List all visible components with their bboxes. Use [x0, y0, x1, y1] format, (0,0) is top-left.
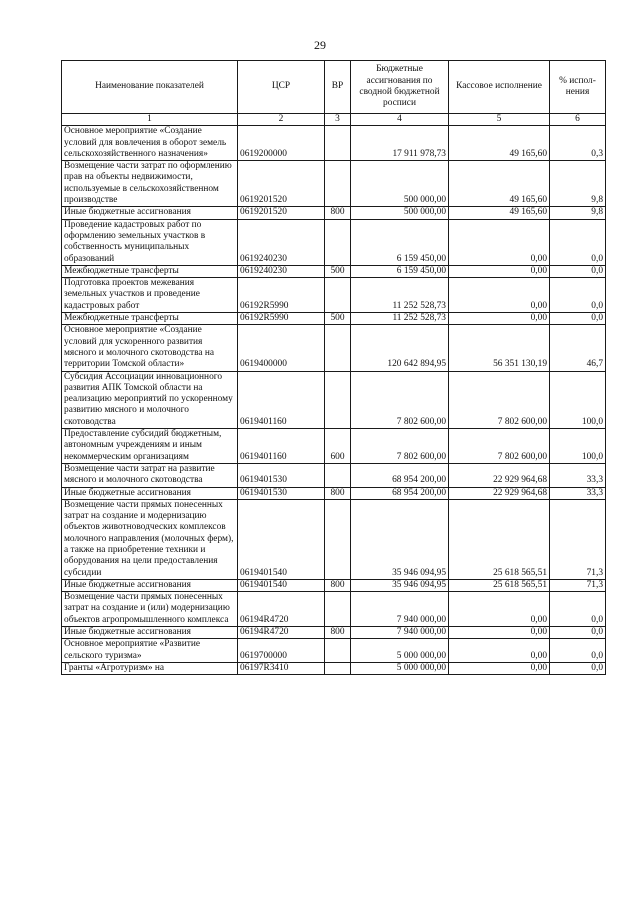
row-csr-cell: 0619401540 — [238, 579, 325, 591]
row-csr-cell: 0619200000 — [238, 126, 325, 161]
row-vr-cell — [325, 219, 351, 265]
table-row — [62, 463, 606, 487]
row-cash-cell: 0,00 — [449, 639, 550, 663]
row-percent-cell: 100,0 — [550, 371, 606, 428]
row-cash-cell: 25 618 565,51 — [449, 499, 550, 579]
column-number: 6 — [550, 114, 606, 126]
row-percent-cell: 71,3 — [550, 579, 606, 591]
row-name-cell: Основное мероприятие «Создание условий для ускоренного развития мясного и молочного скотоводства на территории Томской области» — [62, 325, 238, 371]
row-vr-cell: 500 — [325, 313, 351, 325]
column-number: 3 — [325, 114, 351, 126]
column-number: 5 — [449, 114, 550, 126]
row-percent-cell: 9,8 — [550, 207, 606, 219]
row-cash-cell: 7 802 600,00 — [449, 429, 550, 464]
row-vr-cell: 800 — [325, 207, 351, 219]
row-vr-cell — [325, 639, 351, 663]
row-percent-cell: 0,0 — [550, 219, 606, 265]
row-budget-cell: 68 954 200,00 — [351, 463, 449, 487]
page-number: 29 — [314, 38, 326, 52]
row-budget-cell: 6 159 450,00 — [351, 219, 449, 265]
row-cash-cell: 25 618 565,51 — [449, 579, 550, 591]
row-budget-cell: 6 159 450,00 — [351, 265, 449, 277]
row-name-cell: Иные бюджетные ассигнования — [62, 627, 238, 639]
row-cash-cell: 49 165,60 — [449, 126, 550, 161]
header-row — [62, 61, 606, 114]
row-vr-cell: 600 — [325, 429, 351, 464]
table-row — [62, 487, 606, 499]
row-vr-cell: 800 — [325, 627, 351, 639]
row-budget-cell: 7 802 600,00 — [351, 429, 449, 464]
table-row — [62, 639, 606, 663]
table-row — [62, 161, 606, 207]
row-budget-cell: 7 940 000,00 — [351, 592, 449, 627]
row-percent-cell: 0,0 — [550, 265, 606, 277]
header-cash: Кассовое исполнение — [449, 61, 550, 114]
row-vr-cell — [325, 592, 351, 627]
row-budget-cell: 5 000 000,00 — [351, 662, 449, 674]
row-csr-cell: 06192R5990 — [238, 313, 325, 325]
row-csr-cell: 0619401160 — [238, 371, 325, 428]
row-cash-cell: 22 929 964,68 — [449, 487, 550, 499]
row-csr-cell: 0619700000 — [238, 639, 325, 663]
row-csr-cell: 0619401530 — [238, 487, 325, 499]
row-csr-cell: 0619400000 — [238, 325, 325, 371]
column-number: 2 — [238, 114, 325, 126]
row-csr-cell: 0619201520 — [238, 161, 325, 207]
row-percent-cell: 0,0 — [550, 627, 606, 639]
header-vr: ВР — [325, 61, 351, 114]
row-csr-cell: 0619240230 — [238, 265, 325, 277]
row-name-cell: Возмещение части прямых понесенных затрат на создание и (или) модернизацию объектов агропромышленного комплекса — [62, 592, 238, 627]
table-row — [62, 627, 606, 639]
table-row — [62, 592, 606, 627]
row-name-cell: Основное мероприятие «Создание условий для вовлечения в оборот земель сельскохозяйственного назначения» — [62, 126, 238, 161]
row-csr-cell: 0619401540 — [238, 499, 325, 579]
row-budget-cell: 7 940 000,00 — [351, 627, 449, 639]
table-row — [62, 371, 606, 428]
budget-execution-table — [61, 60, 606, 675]
row-percent-cell: 100,0 — [550, 429, 606, 464]
row-csr-cell: 0619401160 — [238, 429, 325, 464]
row-vr-cell — [325, 499, 351, 579]
row-percent-cell: 71,3 — [550, 499, 606, 579]
row-budget-cell: 68 954 200,00 — [351, 487, 449, 499]
row-name-cell: Предоставление субсидий бюджетным, автономным учреждениям и иным некоммерческим организациям — [62, 429, 238, 464]
row-cash-cell: 0,00 — [449, 627, 550, 639]
row-csr-cell: 0619401530 — [238, 463, 325, 487]
row-name-cell: Иные бюджетные ассигнования — [62, 207, 238, 219]
row-budget-cell: 17 911 978,73 — [351, 126, 449, 161]
row-percent-cell: 33,3 — [550, 463, 606, 487]
row-percent-cell: 0,0 — [550, 313, 606, 325]
row-vr-cell — [325, 126, 351, 161]
row-csr-cell: 0619240230 — [238, 219, 325, 265]
row-vr-cell — [325, 463, 351, 487]
row-vr-cell: 500 — [325, 265, 351, 277]
row-percent-cell: 0,0 — [550, 278, 606, 313]
table-row — [62, 662, 606, 674]
row-csr-cell: 06192R5990 — [238, 278, 325, 313]
row-cash-cell: 0,00 — [449, 592, 550, 627]
row-cash-cell: 0,00 — [449, 219, 550, 265]
row-csr-cell: 06197R3410 — [238, 662, 325, 674]
row-cash-cell: 22 929 964,68 — [449, 463, 550, 487]
row-name-cell: Межбюджетные трансферты — [62, 265, 238, 277]
row-name-cell: Субсидия Ассоциации инновационного развития АПК Томской области на реализацию мероприятий по ускоренному развитию мясного и молочного скотоводства — [62, 371, 238, 428]
row-cash-cell: 0,00 — [449, 265, 550, 277]
row-name-cell: Проведение кадастровых работ по оформлению земельных участков в собственность муниципальных образований — [62, 219, 238, 265]
row-budget-cell: 35 946 094,95 — [351, 579, 449, 591]
row-percent-cell: 33,3 — [550, 487, 606, 499]
row-budget-cell: 500 000,00 — [351, 161, 449, 207]
table-row — [62, 499, 606, 579]
row-name-cell: Межбюджетные трансферты — [62, 313, 238, 325]
header-csr: ЦСР — [238, 61, 325, 114]
row-cash-cell: 0,00 — [449, 662, 550, 674]
row-percent-cell: 0,0 — [550, 592, 606, 627]
row-percent-cell: 0,3 — [550, 126, 606, 161]
row-csr-cell: 06194R4720 — [238, 592, 325, 627]
row-vr-cell — [325, 161, 351, 207]
row-name-cell: Подготовка проектов межевания земельных участков и проведение кадастровых работ — [62, 278, 238, 313]
row-budget-cell: 11 252 528,73 — [351, 313, 449, 325]
row-percent-cell: 0,0 — [550, 662, 606, 674]
row-vr-cell: 800 — [325, 487, 351, 499]
row-percent-cell: 9,8 — [550, 161, 606, 207]
row-cash-cell: 0,00 — [449, 313, 550, 325]
table-row — [62, 219, 606, 265]
column-number: 4 — [351, 114, 449, 126]
row-cash-cell: 56 351 130,19 — [449, 325, 550, 371]
header-percent: % испол-нения — [550, 61, 606, 114]
table-row — [62, 126, 606, 161]
table-row — [62, 429, 606, 464]
row-name-cell: Гранты «Агротуризм» на — [62, 662, 238, 674]
row-vr-cell — [325, 371, 351, 428]
row-csr-cell: 0619201520 — [238, 207, 325, 219]
row-name-cell: Основное мероприятие «Развитие сельского туризма» — [62, 639, 238, 663]
table-row — [62, 313, 606, 325]
table-row — [62, 325, 606, 371]
table-row — [62, 579, 606, 591]
table-row — [62, 265, 606, 277]
column-number-row — [62, 114, 606, 126]
row-cash-cell: 0,00 — [449, 278, 550, 313]
row-csr-cell: 06194R4720 — [238, 627, 325, 639]
row-budget-cell: 5 000 000,00 — [351, 639, 449, 663]
row-budget-cell: 500 000,00 — [351, 207, 449, 219]
row-percent-cell: 0,0 — [550, 639, 606, 663]
header-name: Наименование показателей — [62, 61, 238, 114]
row-name-cell: Иные бюджетные ассигнования — [62, 487, 238, 499]
row-name-cell: Иные бюджетные ассигнования — [62, 579, 238, 591]
row-percent-cell: 46,7 — [550, 325, 606, 371]
table-row — [62, 207, 606, 219]
row-name-cell: Возмещение части затрат по оформлению прав на объекты недвижимости, используемые в сельскохозяйственном производстве — [62, 161, 238, 207]
row-budget-cell: 35 946 094,95 — [351, 499, 449, 579]
table-body — [62, 126, 606, 675]
row-vr-cell: 800 — [325, 579, 351, 591]
row-budget-cell: 11 252 528,73 — [351, 278, 449, 313]
header-budget: Бюджетные ассигнования по сводной бюджетной росписи — [351, 61, 449, 114]
row-name-cell: Возмещение части прямых понесенных затрат на создание и модернизацию объектов животноводческих комплексов молочного направления (молочных ферм), а также на приобретение техники и оборудования на цели предоставления субсидии — [62, 499, 238, 579]
row-name-cell: Возмещение части затрат на развитие мясного и молочного скотоводства — [62, 463, 238, 487]
row-cash-cell: 7 802 600,00 — [449, 371, 550, 428]
row-vr-cell — [325, 662, 351, 674]
row-cash-cell: 49 165,60 — [449, 161, 550, 207]
row-vr-cell — [325, 278, 351, 313]
table-row — [62, 278, 606, 313]
row-cash-cell: 49 165,60 — [449, 207, 550, 219]
row-vr-cell — [325, 325, 351, 371]
row-budget-cell: 7 802 600,00 — [351, 371, 449, 428]
row-budget-cell: 120 642 894,95 — [351, 325, 449, 371]
column-number: 1 — [62, 114, 238, 126]
